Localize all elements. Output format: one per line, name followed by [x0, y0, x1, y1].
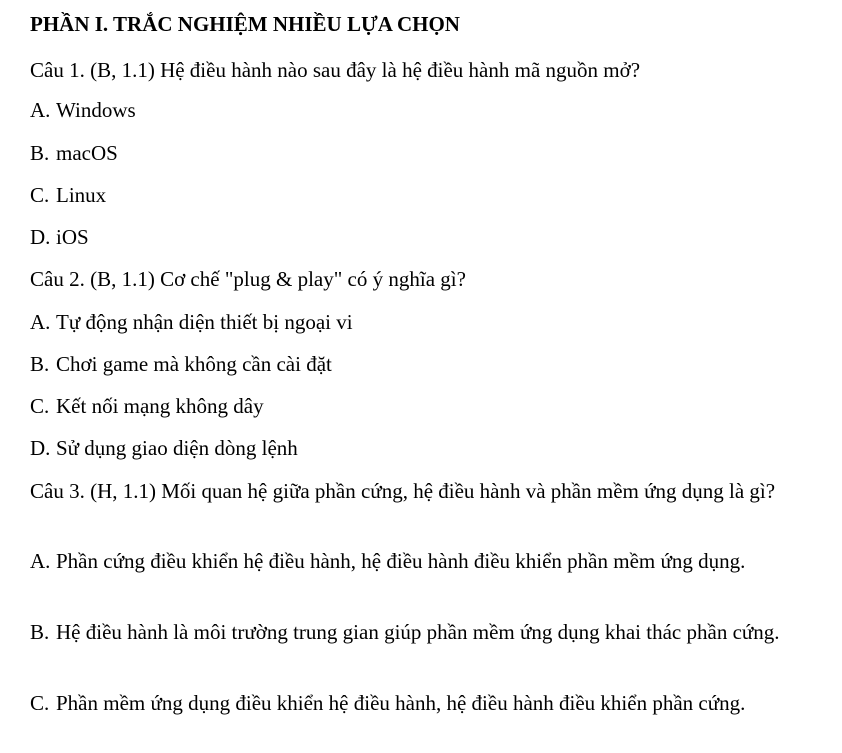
question-2-stem: Câu 2. (B, 1.1) Cơ chế "plug & play" có ý nghĩa gì? [30, 267, 466, 291]
option-text: Chơi game mà không cần cài đặt [56, 352, 332, 376]
option-letter: B. [30, 620, 50, 644]
question-1-stem: Câu 1. (B, 1.1) Hệ điều hành nào sau đây là hệ điều hành mã nguồn mở? [30, 58, 641, 82]
option-text: Kết nối mạng không dây [56, 394, 264, 418]
question-1-option-d [30, 222, 89, 252]
option-text: Windows [56, 98, 136, 122]
question-1-option-c [30, 180, 106, 210]
option-text: Sử dụng giao diện dòng lệnh [56, 436, 298, 460]
option-letter: C. [30, 394, 50, 418]
option-text: Phần cứng điều khiển hệ điều hành, hệ điều hành điều khiển phần mềm ứng dụng. [56, 549, 746, 573]
option-letter: A. [30, 310, 51, 334]
option-letter: B. [30, 141, 50, 165]
question-2-option-d [30, 433, 298, 463]
option-text: macOS [56, 141, 118, 165]
option-letter: B. [30, 352, 50, 376]
option-letter: C. [30, 691, 50, 715]
question-1-option-a [30, 95, 136, 125]
option-letter: D. [30, 225, 51, 249]
option-letter: A. [30, 549, 51, 573]
question-3-stem: Câu 3. (H, 1.1) Mối quan hệ giữa phần cứng, hệ điều hành và phần mềm ứng dụng là gì? [30, 479, 776, 503]
option-text: Linux [56, 183, 107, 207]
question-3-option-c [30, 688, 782, 718]
option-letter: D. [30, 436, 51, 460]
question-1-option-b [30, 138, 118, 168]
option-text: Phần mềm ứng dụng điều khiển hệ điều hành, hệ điều hành điều khiển phần cứng. [56, 691, 746, 715]
question-3-option-a [30, 546, 782, 576]
question-2-option-c [30, 391, 264, 421]
option-text: iOS [56, 225, 89, 249]
question-3-option-b [30, 617, 782, 647]
question-2-option-b [30, 349, 332, 379]
section-title: PHẦN I. TRẮC NGHIỆM NHIỀU LỰA CHỌN [30, 12, 460, 36]
option-text: Hệ điều hành là môi trường trung gian giúp phần mềm ứng dụng khai thác phần cứng. [56, 620, 780, 644]
option-text: Tự động nhận diện thiết bị ngoại vi [56, 310, 353, 334]
option-letter: A. [30, 98, 51, 122]
option-letter: C. [30, 183, 50, 207]
question-2-option-a [30, 307, 353, 337]
